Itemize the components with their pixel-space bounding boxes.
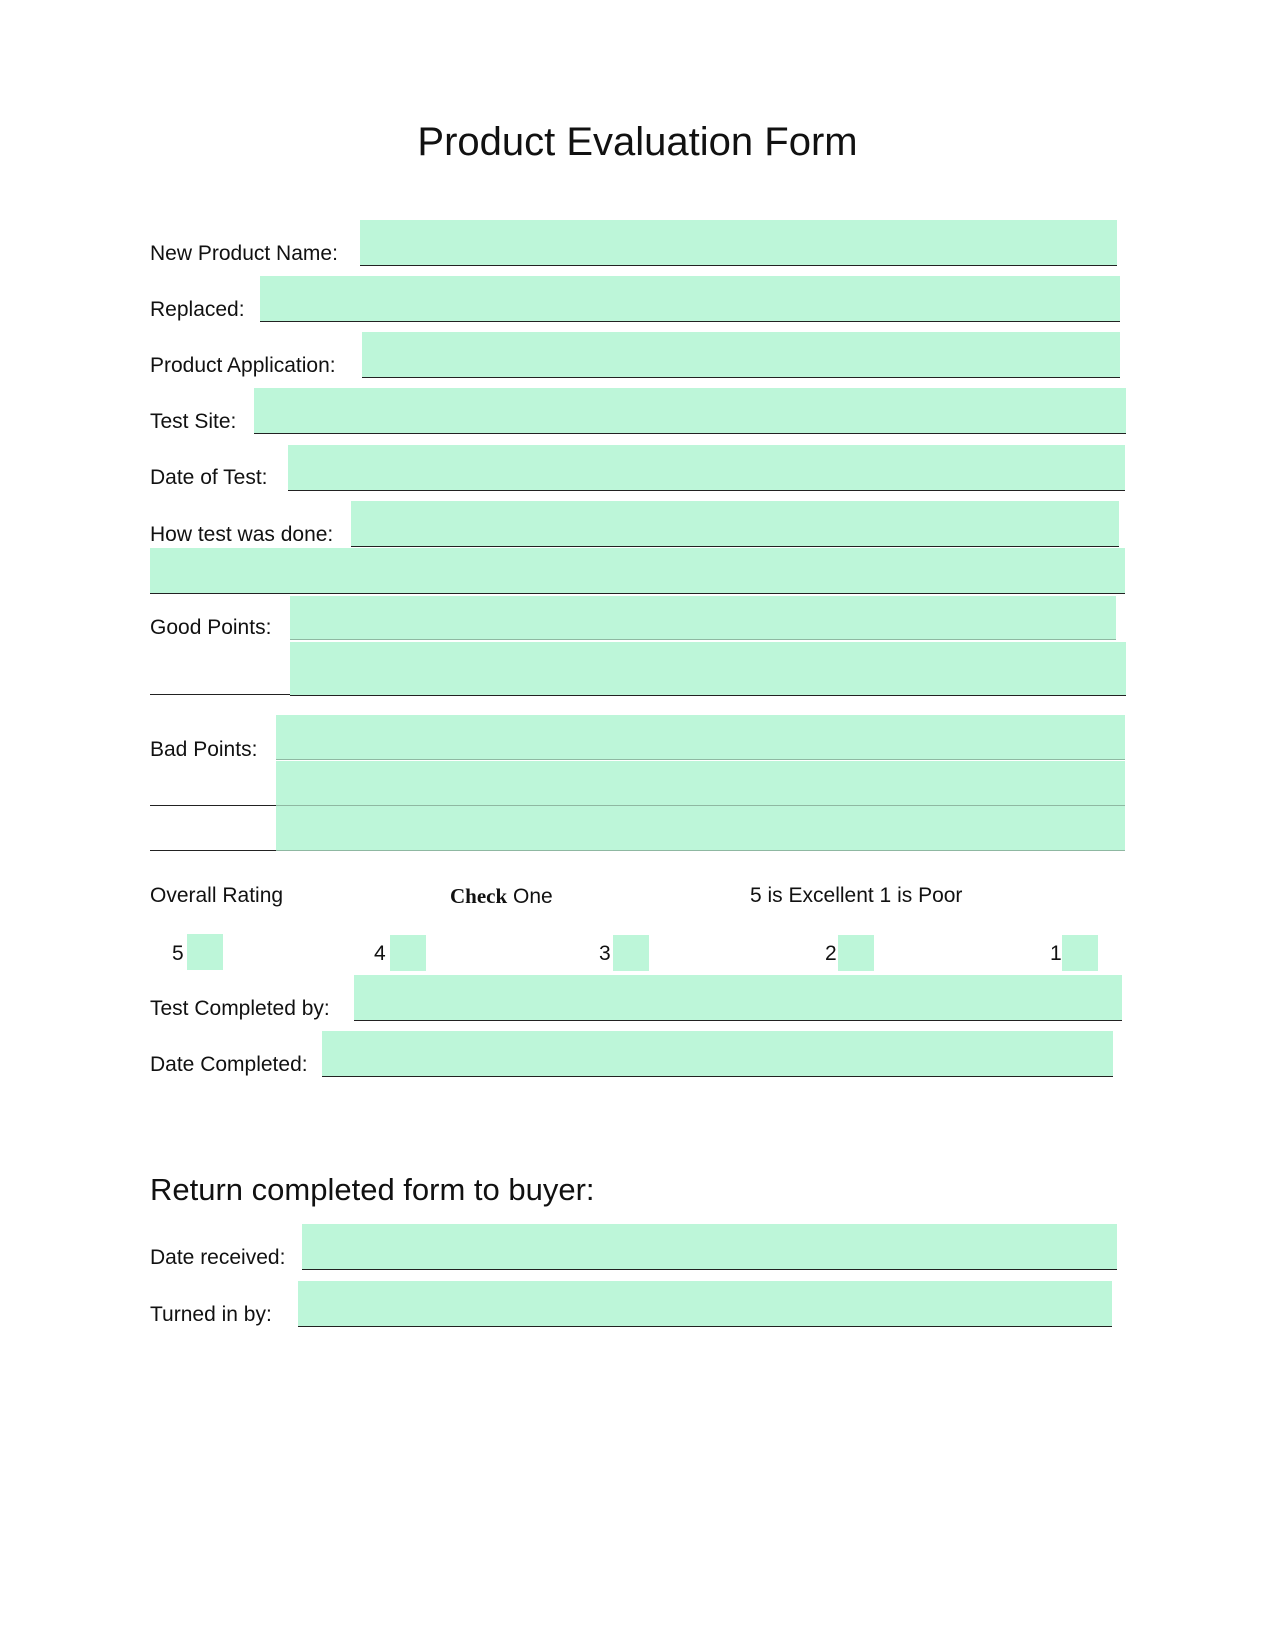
check-one-label xyxy=(450,883,553,910)
rating-5-checkbox[interactable] xyxy=(187,934,223,970)
rating-4-label: 4 xyxy=(374,942,386,965)
bad-points-field-line1[interactable] xyxy=(276,715,1125,760)
new-product-name-label: New Product Name: xyxy=(150,242,338,265)
bad-points-field-line2[interactable] xyxy=(276,761,1125,806)
date-completed-label: Date Completed: xyxy=(150,1053,308,1076)
bad-points-label: Bad Points: xyxy=(150,738,258,761)
rating-3-checkbox[interactable] xyxy=(613,935,649,971)
replaced-label: Replaced: xyxy=(150,298,245,321)
good-points-label: Good Points: xyxy=(150,616,272,639)
product-application-field[interactable] xyxy=(362,332,1120,378)
replaced-field[interactable] xyxy=(260,276,1120,322)
product-application-label: Product Application: xyxy=(150,354,336,377)
overall-rating-label: Overall Rating xyxy=(150,884,284,907)
rating-3-label: 3 xyxy=(599,942,611,965)
turned-in-by-field[interactable] xyxy=(298,1281,1112,1327)
bad-points-underline-3 xyxy=(150,850,276,851)
check-one-rest: One xyxy=(507,885,553,908)
how-test-was-done-field[interactable] xyxy=(351,501,1119,547)
how-test-was-done-field-line2[interactable] xyxy=(150,548,1125,594)
date-of-test-label: Date of Test: xyxy=(150,466,268,489)
check-word: Check xyxy=(450,884,508,908)
how-test-was-done-label: How test was done: xyxy=(150,523,334,546)
test-completed-by-field[interactable] xyxy=(354,975,1122,1021)
test-completed-by-label: Test Completed by: xyxy=(150,997,330,1020)
bad-points-underline-2 xyxy=(150,805,276,806)
good-points-underline xyxy=(150,694,290,695)
return-heading: Return completed form to buyer: xyxy=(150,1172,595,1207)
date-of-test-field[interactable] xyxy=(288,445,1125,491)
rating-1-label: 1 xyxy=(1050,942,1062,965)
new-product-name-field[interactable] xyxy=(360,220,1117,266)
rating-4-checkbox[interactable] xyxy=(390,935,426,971)
rating-1-checkbox[interactable] xyxy=(1062,935,1098,971)
test-site-field[interactable] xyxy=(254,388,1126,434)
good-points-field-line1[interactable] xyxy=(290,596,1116,640)
rating-2-checkbox[interactable] xyxy=(838,935,874,971)
rating-2-label: 2 xyxy=(825,942,837,965)
date-received-label: Date received: xyxy=(150,1246,286,1269)
test-site-label: Test Site: xyxy=(150,410,237,433)
turned-in-by-label: Turned in by: xyxy=(150,1303,272,1326)
date-completed-field[interactable] xyxy=(322,1031,1113,1077)
good-points-field-line2[interactable] xyxy=(290,642,1126,696)
rating-5-label: 5 xyxy=(172,942,184,965)
bad-points-field-line3[interactable] xyxy=(276,806,1125,851)
date-received-field[interactable] xyxy=(302,1224,1117,1270)
rating-scale-label: 5 is Excellent 1 is Poor xyxy=(750,884,963,907)
form-title: Product Evaluation Form xyxy=(417,120,858,164)
